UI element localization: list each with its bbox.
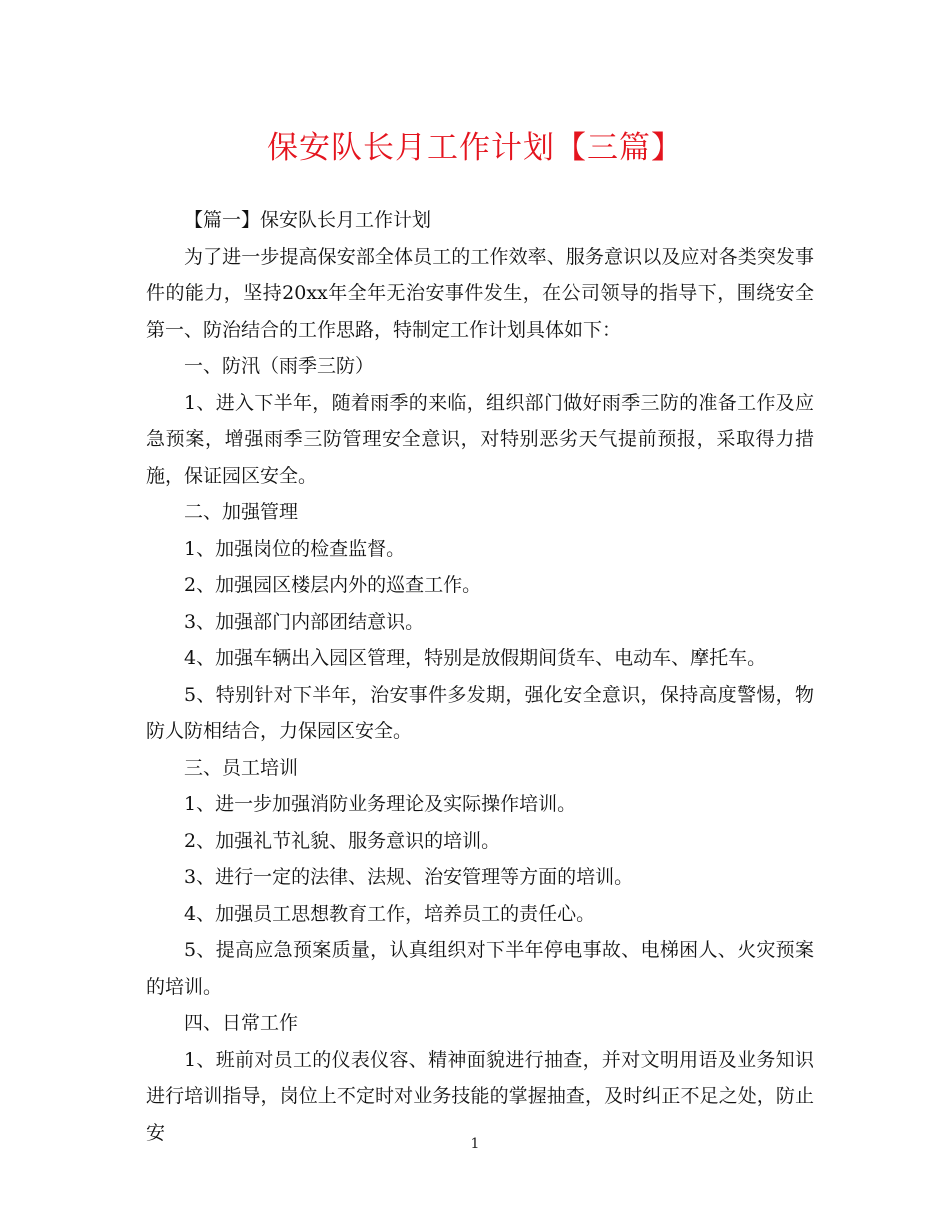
list-item: 4、加强车辆出入园区管理，特别是放假期间货车、电动车、摩托车。	[184, 647, 767, 669]
list-item: 4、加强员工思想教育工作，培养员工的责任心。	[184, 902, 596, 925]
list-item: 3、加强部门内部团结意识。	[184, 610, 425, 633]
list-item: 5、提高应急预案质量，认真组织对下半年停电事故、电梯困人、火灾预案的培训。	[146, 939, 814, 998]
section-heading-training: 三、员工培训	[184, 756, 299, 779]
list-item: 1、班前对员工的仪表仪容、精神面貌进行抽查，并对文明用语及业务知识进行培训指导，岗位上不定时对业务技能的掌握抽查，及时纠正不足之处，防止安	[146, 1048, 814, 1144]
list-item: 1、进入下半年，随着雨季的来临，组织部门做好雨季三防的准备工作及应急预案，增强雨季三防管理安全意识，对特别恶劣天气提前预报，采取得力措施，保证园区安全。	[146, 391, 814, 487]
list-item: 5、特别针对下半年，治安事件多发期，强化安全意识，保持高度警惕，物防人防相结合，力保园区安全。	[146, 683, 814, 742]
list-item: 3、进行一定的法律、法规、治安管理等方面的培训。	[184, 866, 634, 888]
section-heading-management: 二、加强管理	[184, 501, 299, 523]
intro-paragraph: 为了进一步提高保安部全体员工的工作效率、服务意识以及应对各类突发事件的能力，坚持20xx年全年无治安事件发生，在公司领导的指导下，围绕安全第一、防治结合的工作思路，特制定工作计划具体如下：	[146, 245, 814, 341]
list-item: 1、加强岗位的检查监督。	[184, 537, 406, 560]
section-heading-daily-work: 四、日常工作	[184, 1012, 299, 1034]
section-heading-part-one: 【篇一】保安队长月工作计划	[184, 209, 432, 231]
list-item: 2、加强礼节礼貌、服务意识的培训。	[184, 829, 501, 852]
document-title: 保安队长月工作计划【三篇】	[267, 130, 683, 166]
document-body	[146, 202, 814, 1151]
section-heading-flood-control: 一、防汛（雨季三防）	[184, 355, 375, 377]
list-item: 1、进一步加强消防业务理论及实际操作培训。	[184, 793, 577, 815]
page-number: 1	[470, 1136, 480, 1152]
list-item: 2、加强园区楼层内外的巡查工作。	[184, 574, 482, 596]
